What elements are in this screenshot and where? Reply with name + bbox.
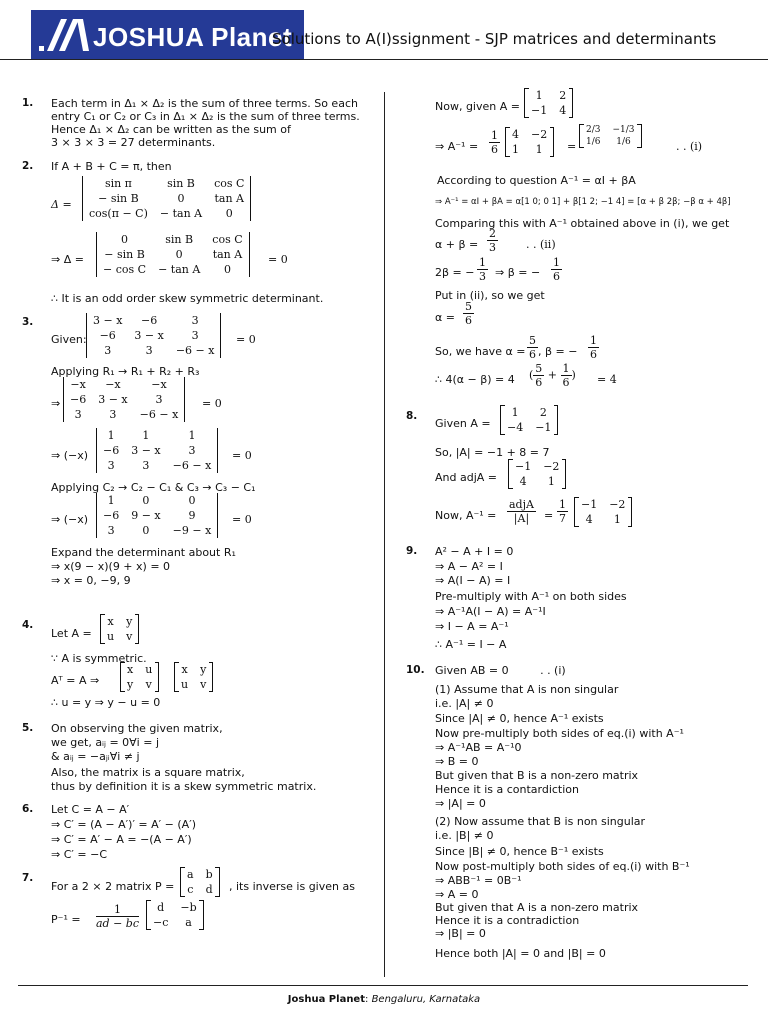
q3-eq0-d: = 0 — [232, 513, 252, 526]
q8-matrix-M: −1 −2 4 1 — [574, 497, 632, 527]
r7-final-eq: = 4 — [597, 373, 617, 386]
q2-line1: If A + B + C = π, then — [51, 160, 172, 173]
q3-neg-x-a: ⇒ (−x) — [51, 449, 89, 462]
footer-sep: : — [365, 994, 372, 1005]
q4-number: 4. — [22, 619, 34, 631]
q8-number: 8. — [406, 410, 418, 422]
q5-line3: & aᵢⱼ = −aⱼᵢ∀i ≠ j — [51, 750, 140, 763]
r7-sh-beta: , β = − — [538, 345, 578, 358]
q9-line1: A² − A + I = 0 — [435, 545, 514, 558]
r7-comparing: Comparing this with A⁻¹ obtained above in (i), we get — [435, 217, 730, 230]
q7-pinv: P⁻¹ = — [51, 913, 81, 926]
q10-line2: (1) Assume that A is non singular — [435, 683, 619, 696]
q6-line4: ⇒ C′ = −C — [51, 848, 107, 861]
q3-given: Given: — [51, 333, 87, 346]
q1-line3: Hence Δ₁ × Δ₂ can be written as the sum of — [51, 123, 291, 136]
r7-tag-i: . . (i) — [676, 140, 703, 153]
q10-line11: (2) Now assume that B is non singular — [435, 815, 646, 828]
q10-line16: ⇒ A = 0 — [435, 888, 479, 901]
q1-line4: 3 × 3 × 3 = 27 determinants. — [51, 136, 216, 149]
q7-matrix-M: d −b −c a — [146, 900, 204, 930]
q3-expand: Expand the determinant about R₁ — [51, 546, 236, 559]
q10-line13: Since |B| ≠ 0, hence B⁻¹ exists — [435, 845, 604, 858]
logo-text: JOSHUA Planet — [93, 22, 293, 52]
q3-determinant-4: 1 0 0 −6 9 − x 9 3 0 −9 − x — [96, 493, 218, 538]
r7-tag-ii: . . (ii) — [526, 238, 556, 251]
q5-line2: we get, aᵢⱼ = 0∀i = j — [51, 736, 160, 749]
q4-transpose: Aᵀ = A ⇒ — [51, 674, 100, 687]
q8-det: So, |A| = −1 + 8 = 7 — [435, 446, 550, 459]
r7-matrix-M1: 4 −2 1 1 — [505, 127, 554, 157]
header-divider — [0, 59, 768, 60]
q3-apply1: Applying R₁ → R₁ + R₂ + R₃ — [51, 365, 200, 378]
q10-line1: Given AB = 0 . . (i) — [435, 664, 566, 677]
q10-line10: ⇒ |A| = 0 — [435, 797, 486, 810]
q10-line9: Hence it is a contardiction — [435, 783, 579, 796]
q4-matrix-A: x y u v — [100, 614, 139, 644]
q3-determinant-3: 1 1 1 −6 3 − x 3 3 3 −6 − x — [96, 428, 218, 473]
q5-line1: On observing the given matrix, — [51, 722, 223, 735]
r7-frac-1-6: $\frac{1}{6}$ — [491, 129, 498, 156]
q7-post: , its inverse is given as — [229, 880, 355, 893]
r7-eq2r-frac: $\frac{1}{6}$ — [553, 256, 560, 283]
q10-line14: Now post-multiply both sides of eq.(i) with B⁻¹ — [435, 860, 690, 873]
q2-imp-delta: ⇒ Δ = — [51, 253, 84, 266]
q9-line5: ⇒ A⁻¹A(I − A) = A⁻¹I — [435, 605, 546, 618]
r7-final-paren: ( $\frac{5}{6}$ + $\frac{1}{6}$ ) — [529, 362, 576, 389]
brand-logo — [31, 10, 304, 59]
q3-number: 3. — [22, 316, 34, 328]
q9-line6: ⇒ I − A = A⁻¹ — [435, 620, 509, 633]
q9-line2: ⇒ A − A² = I — [435, 560, 503, 573]
q5-number: 5. — [22, 722, 34, 734]
q2-det1-table: sin π sin B cos C − sin B 0 tan A cos(π − C) − tan A 0 — [82, 176, 251, 221]
r7-ainv: ⇒ A⁻¹ = — [435, 140, 479, 153]
q3-neg-x-b: ⇒ (−x) — [51, 513, 89, 526]
q5-line5: thus by definition it is a skew symmetric matrix. — [51, 780, 317, 793]
q10-line6: ⇒ A⁻¹AB = A⁻¹0 — [435, 741, 522, 754]
q10-line20: Hence both |A| = 0 and |B| = 0 — [435, 947, 606, 960]
q7-number: 7. — [22, 872, 34, 884]
q8-now: Now, A⁻¹ = — [435, 509, 497, 522]
page-title: Solutions to A(I)ssignment - SJP matrices and determinants — [272, 30, 717, 48]
q1-line1: Each term in Δ₁ × Δ₂ is the sum of three terms. So each — [51, 97, 358, 110]
q10-line8: But given that B is a non-zero matrix — [435, 769, 639, 782]
q10-line18: Hence it is a contradiction — [435, 914, 580, 927]
q2-eq0: = 0 — [268, 253, 288, 266]
q3-eq0-a: = 0 — [236, 333, 256, 346]
q2-delta-label: Δ = — [51, 198, 72, 211]
footer-location: Bengaluru, Karnataka — [371, 994, 481, 1005]
q4-matrix-AT: x u y v — [120, 662, 159, 692]
r7-putin: Put in (ii), so we get — [435, 289, 545, 302]
r7-final: ∴ 4(α − β) = 4 — [435, 373, 515, 386]
q8-frac-adj: $\frac{\text{adjA}}{|A|}$ — [509, 498, 534, 525]
q8-given: Given A = — [435, 417, 491, 430]
q6-line1: Let C = A − A′ — [51, 803, 130, 816]
q3-result2: ⇒ x = 0, −9, 9 — [51, 574, 131, 587]
r7-line-small: ⇒ A⁻¹ = αI + βA = α[1 0; 0 1] + β[1 2; −1 4] = [α + β 2β; −β α + 4β] — [435, 197, 731, 207]
q3-determinant-2: −x −x −x −6 3 − x 3 3 3 −6 − x — [63, 377, 185, 422]
footer-brand: Joshua Planet — [287, 994, 365, 1005]
q1-number: 1. — [22, 97, 34, 109]
q8-frac-1-7: $\frac{1}{7}$ — [559, 498, 566, 525]
q6-number: 6. — [22, 803, 34, 815]
column-divider — [384, 92, 385, 977]
r7-sohave: So, we have α = — [435, 345, 526, 358]
q7-pre: For a 2 × 2 matrix P = — [51, 880, 175, 893]
q3-determinant-1: 3 − x −6 3 −6 3 − x 3 3 3 −6 − x — [86, 313, 221, 358]
q8-matrix-adj: −1 −2 4 1 — [508, 459, 566, 489]
q10-line5: Now pre-multiply both sides of eq.(i) with A⁻¹ — [435, 727, 684, 740]
q10-line19: ⇒ |B| = 0 — [435, 927, 486, 940]
r7-alpha-frac: $\frac{5}{6}$ — [465, 300, 472, 327]
r7-eq2-left: 2β = − — [435, 266, 475, 279]
r7-eq2-right: ⇒ β = − — [495, 266, 541, 279]
q4-matrix-A-2: x y u v — [174, 662, 213, 692]
footer-divider — [18, 985, 748, 986]
r7-sh-frac-b: $\frac{1}{6}$ — [590, 334, 597, 361]
q9-line4: Pre-multiply with A⁻¹ on both sides — [435, 590, 627, 603]
q3-eq0-c: = 0 — [232, 449, 252, 462]
q1-line2: entry C₁ or C₂ or C₃ in Δ₁ × Δ₂ is the sum of three terms. — [51, 110, 360, 123]
r7-given: Now, given A = — [435, 100, 520, 113]
r7-sh-frac-a: $\frac{5}{6}$ — [529, 334, 536, 361]
q9-line3: ⇒ A(I − A) = I — [435, 574, 511, 587]
r7-eq2-frac: $\frac{1}{3}$ — [479, 256, 486, 283]
r7-eq-sign: = — [567, 140, 577, 153]
q7-fraction: $\frac{1}{ad - bc}$ — [96, 903, 140, 930]
q7-matrix-P: a b c d — [180, 867, 220, 897]
footer — [0, 994, 768, 1005]
r7-matrix-A: 1 2 −1 4 — [524, 88, 573, 118]
q10-line17: But given that A is a non-zero matrix — [435, 901, 639, 914]
q4-symmetric: ∵ A is symmetric. — [51, 652, 147, 665]
q3-eq0-b: = 0 — [202, 397, 222, 410]
q4-let: Let A = — [51, 627, 92, 640]
q3-apply2: Applying C₂ → C₂ − C₁ & C₃ → C₃ − C₁ — [51, 481, 256, 494]
q8-eq: = — [544, 509, 554, 522]
q10-line15: ⇒ ABB⁻¹ = 0B⁻¹ — [435, 874, 522, 887]
q6-line3: ⇒ C′ = A′ − A = −(A − A′) — [51, 833, 192, 846]
r7-eq1-frac: $\frac{2}{3}$ — [489, 227, 496, 254]
q2-conclusion: ∴ It is an odd order skew symmetric determinant. — [51, 292, 324, 305]
q10-line12: i.e. |B| ≠ 0 — [435, 829, 494, 842]
r7-matrix-M2: 2/3 −1/3 1/6 1/6 — [579, 124, 642, 148]
q9-line7: ∴ A⁻¹ = I − A — [435, 638, 507, 651]
q3-imp: ⇒ — [51, 397, 61, 410]
r7-according: According to question A⁻¹ = αI + βA — [437, 174, 636, 187]
q2-determinant-2 — [96, 232, 250, 277]
r7-alpha: α = — [435, 311, 455, 324]
q2-det2-table: 0 sin B cos C − sin B 0 tan A − cos C − tan A 0 — [96, 232, 250, 277]
q8-adj-label: And adjA = — [435, 471, 497, 484]
q4-conclusion: ∴ u = y ⇒ y − u = 0 — [51, 696, 161, 709]
q8-matrix-A: 1 2 −4 −1 — [500, 405, 558, 435]
q10-line3: i.e. |A| ≠ 0 — [435, 697, 494, 710]
q2-determinant-1 — [82, 176, 251, 221]
q6-line2: ⇒ C′ = (A − A′)′ = A′ − (A′) — [51, 818, 196, 831]
q10-number: 10. — [406, 664, 425, 676]
q3-result1: ⇒ x(9 − x)(9 + x) = 0 — [51, 560, 171, 573]
q10-line4: Since |A| ≠ 0, hence A⁻¹ exists — [435, 712, 604, 725]
q9-number: 9. — [406, 545, 418, 557]
q2-number: 2. — [22, 160, 34, 172]
q5-line4: Also, the matrix is a square matrix, — [51, 766, 245, 779]
r7-eq1-left: α + β = — [435, 238, 479, 251]
logo-slashes-icon — [37, 16, 89, 54]
q10-line7: ⇒ B = 0 — [435, 755, 479, 768]
